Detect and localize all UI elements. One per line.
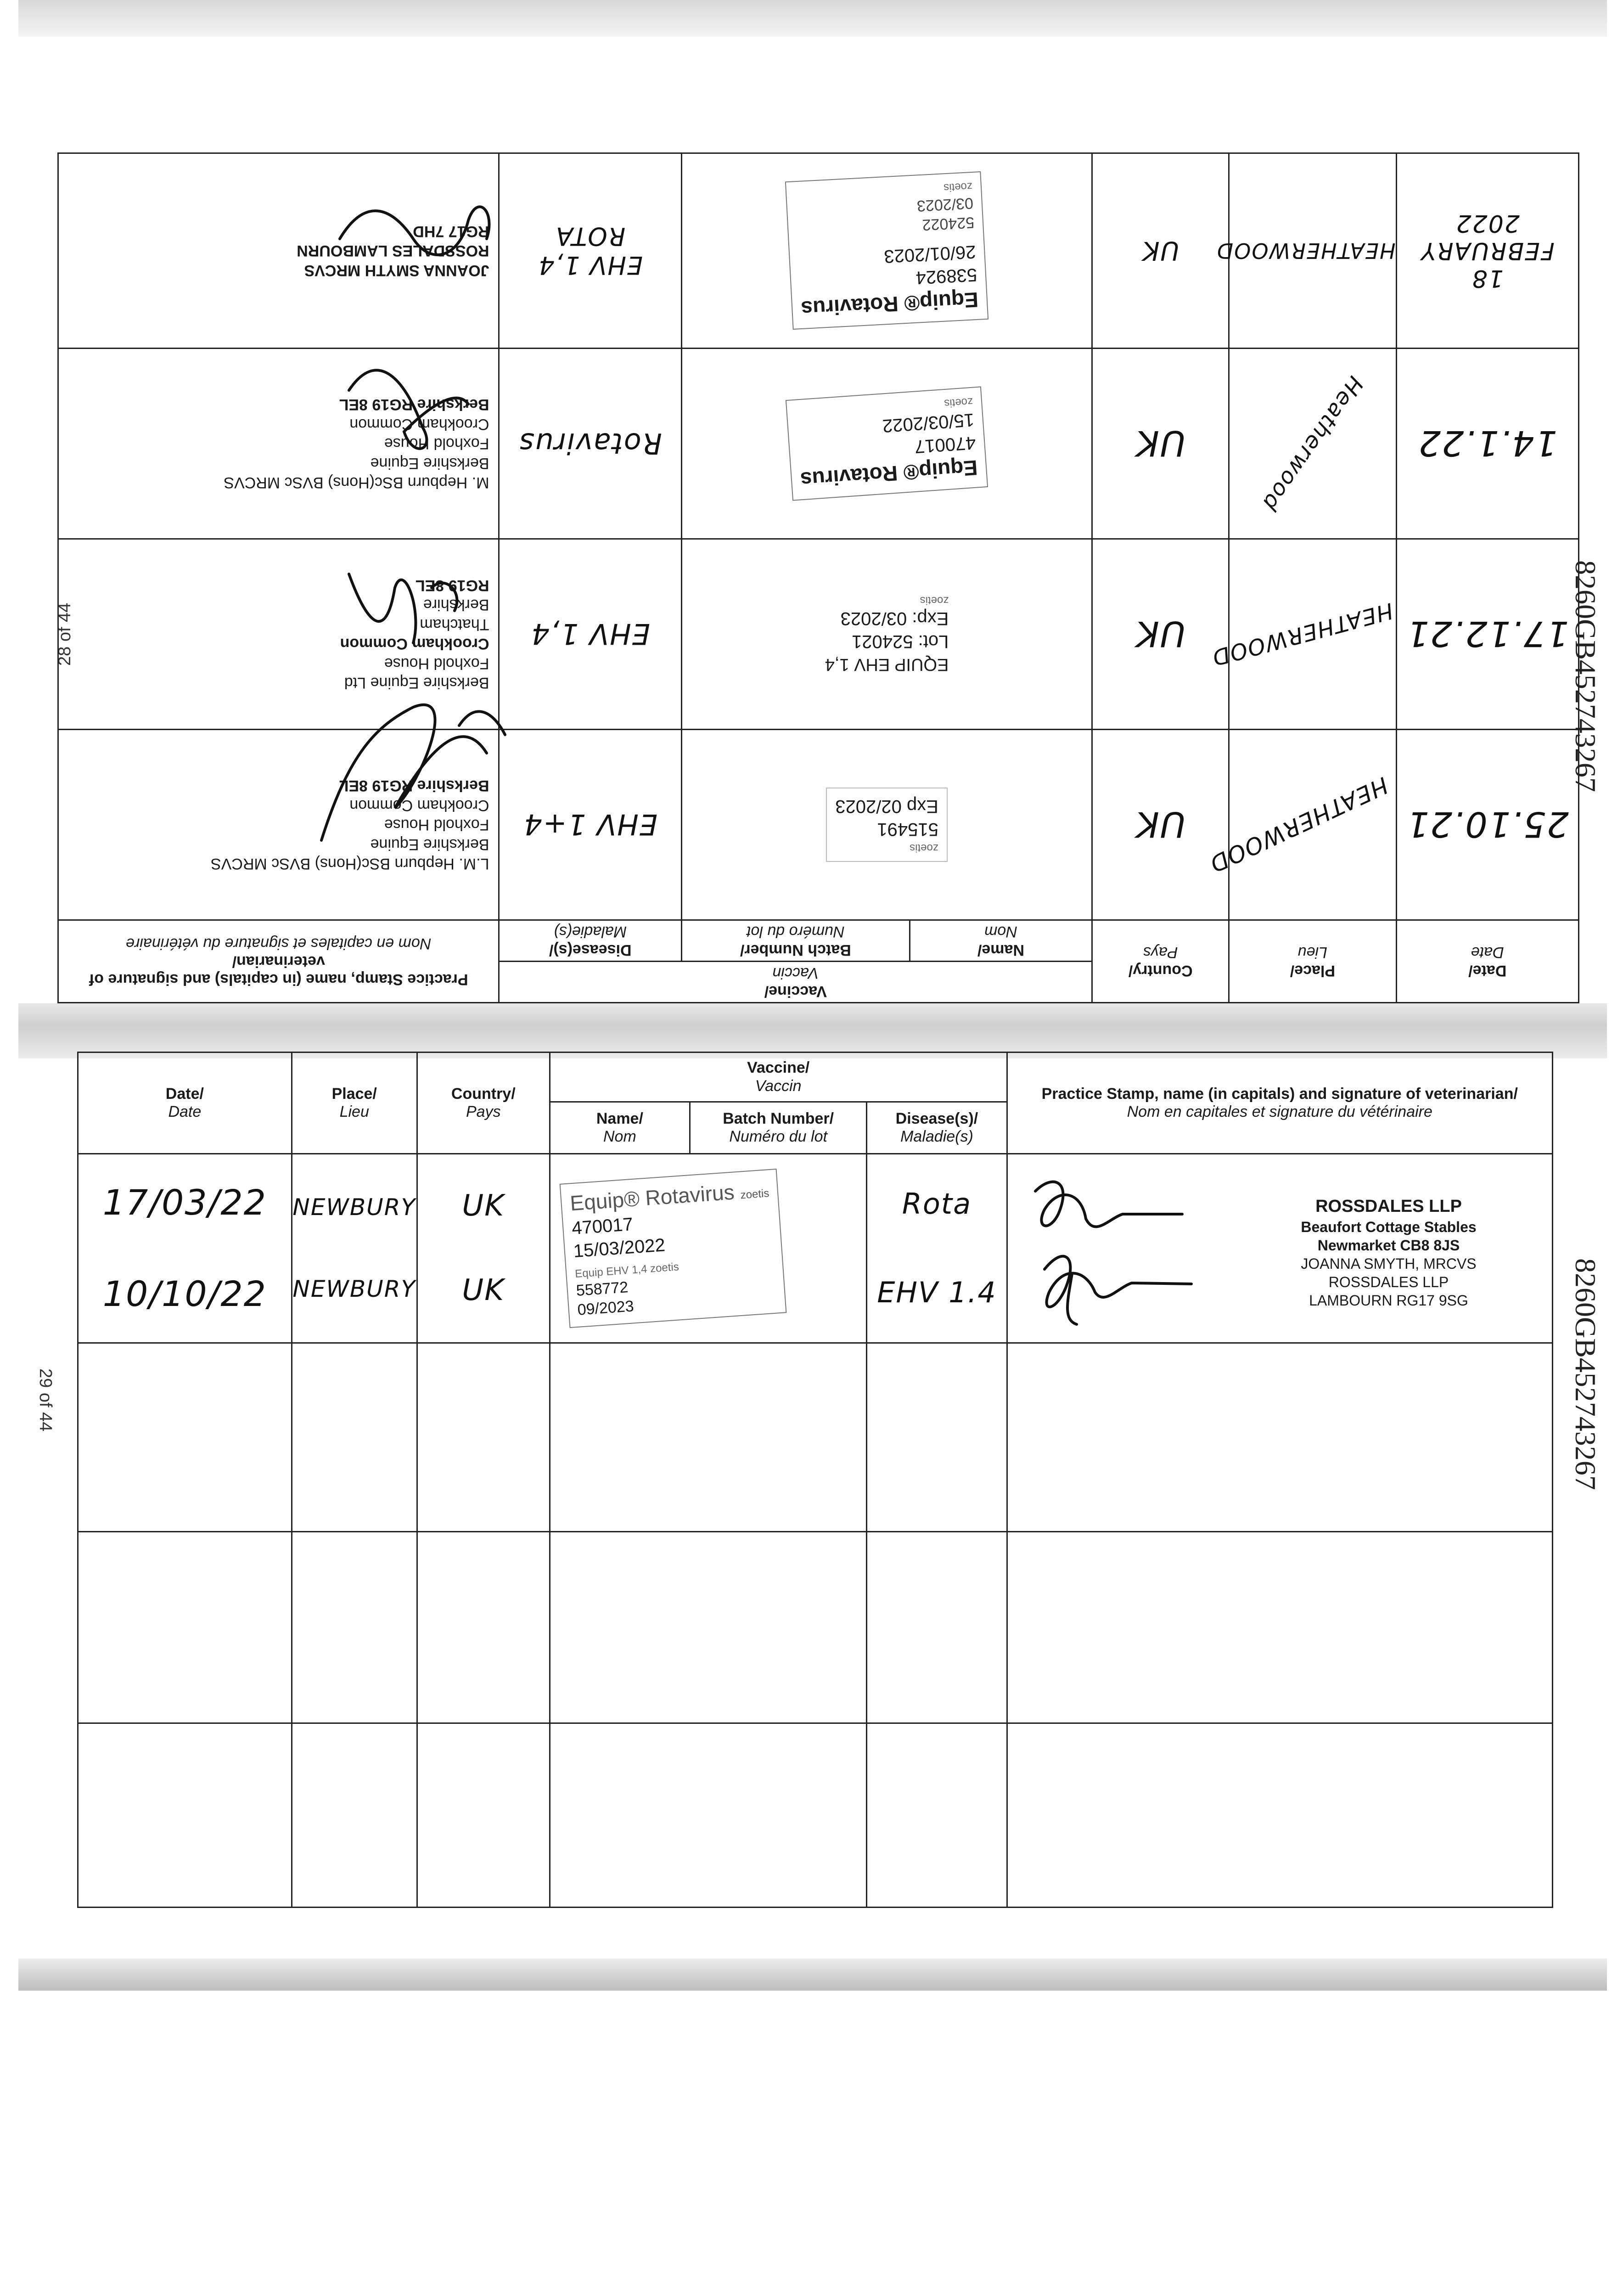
header-place: Place/ Lieu <box>292 1052 417 1154</box>
signature <box>1017 1164 1237 1329</box>
table-row <box>58 153 1579 349</box>
header-batch: Batch Number/ Numéro du lot <box>681 920 910 962</box>
header-vaccine: Vaccine/ Vaccin <box>499 962 1092 1003</box>
practice-stamp: ROSSDALES LLP Beaufort Cottage Stables Newmarket CB8 8JS JOANNA SMYTH, MRCVS ROSSDALES LLP LAMBOURN RG17 9SG <box>1301 1197 1477 1309</box>
table-row <box>58 539 1579 730</box>
row-country: UK <box>1141 236 1179 266</box>
practice-stamp: M. Hepburn BSc(Hons) BVSc MRCVS Berkshire Equine Foxhold House Crookham Common Berkshire RG19 8EL <box>224 396 489 492</box>
vaccination-table-lower <box>77 1052 1553 1908</box>
table-row <box>58 349 1579 539</box>
page-fold <box>18 1003 1607 1058</box>
header-country: Country/ Pays <box>417 1052 550 1154</box>
vaccination-page-28 <box>57 154 1579 1003</box>
vaccine-label: Equip® Rotavirus 470017 15/03/2022 zoetis <box>786 387 988 501</box>
practice-stamp: L.M. Hepburn BSc(Hons) BVSc MRCVS Berkshire Equine Foxhold House Crookham Common Berkshire RG19 8EL <box>210 777 489 873</box>
row-disease: EHV 1+4 <box>523 808 658 842</box>
row-place: HEATHERWOOD <box>1208 597 1396 671</box>
practice-stamp: Berkshire Equine Ltd Foxhold House Crookham Common Thatcham Berkshire RG19 8EL <box>340 577 489 692</box>
row-country: UK <box>1135 613 1186 655</box>
row-place: NEWBURY <box>292 1194 416 1221</box>
header-disease: Disease(s)/ Maladie(s) <box>867 1102 1007 1154</box>
header-vaccine: Vaccine/ Vaccin <box>550 1052 1007 1102</box>
page-number-28: 28 of 44 <box>55 602 74 666</box>
passport-id-lower: 8260GB452743267 <box>1569 1258 1602 1490</box>
header-disease: Disease(s)/ Maladie(s) <box>499 920 681 962</box>
vaccine-label: Equip® Rotavirus zoetis 470017 15/03/2022 Equip EHV 1,4 zoetis 558772 09/2023 <box>559 1169 786 1328</box>
row-disease: Rota <box>902 1187 972 1221</box>
page-number-29: 29 of 44 <box>36 1368 55 1432</box>
row-disease: EHV 1,4 <box>530 617 650 651</box>
practice-stamp: JOANNA SMYTH MRCVS ROSSDALES LAMBOURN RG17 7HD <box>297 222 489 279</box>
row-disease: EHV 1,4 ROTA <box>538 222 643 280</box>
vaccination-page-29 <box>77 1052 1553 1908</box>
row-date: 14.1.22 <box>1417 423 1557 464</box>
row-date: 17/03/22 <box>102 1182 267 1223</box>
table-row-empty <box>78 1723 1553 1907</box>
header-stamp: Practice Stamp, name (in capitals) and signature of veterinarian/ Nom en capitales et signature du vétérinaire <box>58 920 500 1003</box>
row-place: HEATHERWOOD <box>1216 238 1396 263</box>
scan-shadow-top <box>18 0 1607 37</box>
header-batch: Batch Number/ Numéro du lot <box>690 1102 866 1154</box>
scan-shadow-bottom <box>18 1958 1607 1991</box>
vaccine-label: Equip® Rotavirus 538924 26/01/2023 524022 03/2023 zoetis <box>785 172 988 330</box>
table-row <box>78 1154 1553 1343</box>
header-name: Name/ Nom <box>550 1102 690 1154</box>
row-place: HEATHERWOOD <box>1205 771 1393 878</box>
row-country: UK <box>1135 804 1186 845</box>
table-row <box>58 730 1579 920</box>
table-row-empty <box>78 1532 1553 1723</box>
header-date: Date/ Date <box>78 1052 292 1154</box>
row-country: UK <box>462 1189 505 1223</box>
passport-id-upper: 8260GB452743267 <box>1569 560 1602 792</box>
header-name: Name/ Nom <box>910 920 1092 962</box>
row-date: 10/10/22 <box>102 1273 267 1315</box>
header-country: Country/ Pays <box>1092 920 1229 1003</box>
vaccination-table-upper <box>57 152 1579 1003</box>
row-date: 25.10.21 <box>1406 804 1569 845</box>
vaccine-label: zoetis 515491 Exp 02/2023 <box>826 788 948 862</box>
row-date: 17.12.21 <box>1406 613 1569 655</box>
header-stamp: Practice Stamp, name (in capitals) and signature of veterinarian/ Nom en capitales et signature du vétérinaire <box>1007 1052 1552 1154</box>
header-place: Place/ Lieu <box>1229 920 1396 1003</box>
row-disease: EHV 1.4 <box>877 1276 997 1310</box>
vaccine-label: EQUIP EHV 1,4 Lot: 524021 Exp: 03/2023 zoetis <box>817 587 957 681</box>
row-country: UK <box>462 1273 505 1308</box>
row-place: Heatherwood <box>1257 371 1369 516</box>
header-date: Date/ Date <box>1396 920 1578 1003</box>
row-disease: Rotavirus <box>518 427 662 461</box>
row-country: UK <box>1135 423 1186 464</box>
row-place: NEWBURY <box>292 1276 416 1303</box>
row-date: 18 FEBRUARY 2022 <box>1420 209 1555 292</box>
table-row-empty <box>78 1343 1553 1531</box>
